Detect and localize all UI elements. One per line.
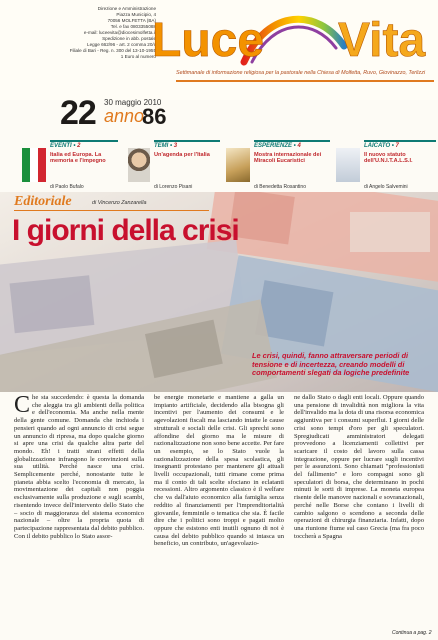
masthead-subtitle: Settimanale di informazione religiosa per la pastorale nella Chiesa di Molfetta, Ruvo, Giovinazzo, Terlizzi — [176, 70, 426, 76]
section-author: di Angelo Salvemini — [364, 184, 408, 190]
section-author: di Paolo Bufalo — [50, 184, 84, 190]
article-column-3: ne dallo Stato o dagli enti locali. Oppure quando una pensione di invalidità non migliora la vita dell'invalido ma la dota di una risorsa economica aggiuntiva per i consumi superflui. I giorni delle crisi sono tempi d'oro per gli speculatori. Spregiudicati amministratori delegati provvedono a licenziamenti collettivi per scaricare il costo del lavoro sulla cassa integrazione, oppure per lucrare sugli incentivi per le assunzioni. Sono chiamati "professionisti del fallimento" e loro compagni sono gli speculatori di borsa, che determinano in pochi minuti le sorti di imprese. La moneta europea risente delle manovre nazionali e sovranazionali, perché nelle Borse che contano i livelli di cambio salgono o scendono a seconda delle operazioni di chirurgia finanziaria. Infatti, dopo una riunione fiume sul caso Grecia (ma fra poco toccherà a Spagna — [294, 394, 424, 540]
address-line: 70056 MOLFETTA (BA) — [107, 18, 156, 23]
section-head: EVENTI • 2 — [50, 140, 118, 149]
section-temi[interactable] — [128, 140, 220, 192]
section-page: 7 — [395, 143, 399, 149]
section-label: LAICATO — [364, 143, 391, 149]
page-title: I giorni della crisi — [12, 214, 239, 247]
section-title: Un'agenda per l'Italia — [154, 152, 210, 158]
continued-link[interactable]: Continua a pag. 2 — [392, 630, 432, 636]
luce-e-vita-logo — [148, 6, 434, 68]
address-line: 1 Euro al numero — [120, 54, 156, 59]
logo-word-luce: Luce — [152, 14, 265, 67]
section-eventi[interactable] — [22, 140, 118, 192]
unitalsi-logo-icon — [336, 148, 360, 182]
section-head: ESPERIENZE • 4 — [254, 140, 330, 149]
section-label: TEMI — [154, 143, 169, 149]
section-label: EVENTI — [50, 143, 72, 149]
section-laicato[interactable] — [336, 140, 436, 192]
italian-flag-icon — [22, 148, 46, 182]
address-line: Legge 662/96 - art. 2 comma 20/c — [87, 42, 156, 47]
article-column-1 — [14, 394, 144, 638]
section-author: di Benedetta Rosantino — [254, 184, 306, 190]
address-line: Spedizione in abb. postale — [102, 36, 156, 41]
drop-cap: C — [14, 394, 31, 418]
logo-word-vita: Vita — [338, 14, 426, 67]
section-head: TEMI • 3 — [154, 140, 220, 149]
masthead-rule — [176, 80, 434, 82]
eucharist-image-icon — [226, 148, 250, 182]
section-title: Italia ed Europa. La memoria e l'impegno — [50, 152, 106, 165]
section-page: 3 — [173, 143, 178, 149]
editorial-author: di Vincenzo Zanzarella — [92, 200, 147, 206]
address-line: Direzione e Amministrazione — [97, 6, 156, 11]
section-title: Mostra internazionale dei Miracoli Eucaristici — [254, 152, 322, 165]
pull-quote: Le crisi, quindi, fanno attraversare periodi di tensione e di incertezza, creando modelli di comportamenti slegati da logiche predefinite — [252, 351, 410, 378]
address-line: Filiale di Bari - Reg. n. 300 del 13-10-1955 — [69, 48, 156, 53]
section-head: LAICATO • 7 — [364, 140, 436, 149]
editorial-rule — [14, 210, 209, 211]
section-esperienze[interactable] — [226, 140, 330, 192]
author-photo-icon — [128, 148, 150, 182]
sections-strip — [0, 140, 438, 192]
section-author: di Lorenzo Pisani — [154, 184, 193, 190]
issue-date: 30 maggio 2010 — [104, 98, 162, 107]
section-page: 4 — [297, 143, 301, 149]
address-line: Tel. e fax 0803355088 — [110, 24, 156, 29]
address-line: e-mail: luceevita@diocesimolfetta.it — [83, 30, 156, 35]
issue-number: 22 — [60, 94, 96, 132]
editorial-label: Editoriale — [14, 194, 72, 209]
section-label: ESPERIENZE — [254, 143, 293, 149]
editorial-address — [6, 6, 156, 60]
article-column-2: be energie monetarie e mantiene a galla un impianto artificiale, decidendo alla bisogna gli incentivi per l'aumento dei consumi e le agevolazioni fiscali ma lasciando intatte le cause strutturali e sociali delle crisi. Gli sprechi sono affondine del giorno ma le misure di razionalizzazione non sono bene accette. Per fare un esempio, se lo Stato vuole la razionalizzazione della spesa scolastica, gli insegnanti protestano per mantenere gli attuali livelli occupazionali, tutti rimane come prima ma il conto di tali scelte sfociano in eclatanti recessioni. Altro argomento classico è il welfare che va dall'aiuto economico alla famiglia senza reddito al finanziamenti per l'imprenditorialità giovanile, femminile o tematica che sia. È facile dire che i politici sono troppi e pagati molto oppure che esistono enti inutili ognuno di noi è causa del debito pubblico quando si intasca un beneficio, un contributo, un'agevolazio- — [154, 394, 284, 548]
issue-year: 86 — [142, 104, 167, 129]
address-line: Piazza Municipio, 4 — [116, 12, 156, 17]
section-title: Il nuovo statuto dell'U.N.I.T.A.L.S.I. — [364, 152, 413, 165]
issue-year-word: anno — [104, 106, 145, 126]
section-page: 2 — [77, 143, 81, 149]
column-text: he sta succedendo: è questa la domanda che aleggia tra gli ambienti della politica e dell'economia. Ma anche nella mente della gente comune. Domanda che inchioda i pensieri quando ad ogni annuncio di crisi segue un annuncio di ripresa, ma dopo qualche giorno si apre una crisi da qualche altra parte del mondo. Eh! i tratti strani effetti della globalizzazione infrangono le convinzioni sulla sua utilità. Perché nasce una crisi. Semplicemente perché, nonostante tutte le pianeta abbia scelto l'economia di mercato, la movimentazione dei capitali non poggia esclusivamente sulla produzione e sugli scambi, risentendo invece dell'intervento dello Stato che – socio di maggioranza del sistema economico nazionale – oltre la propria quota di partecipazione rappresentata dal debito pubblico. Con il debito pubblico lo Stato assor- — [14, 394, 144, 540]
